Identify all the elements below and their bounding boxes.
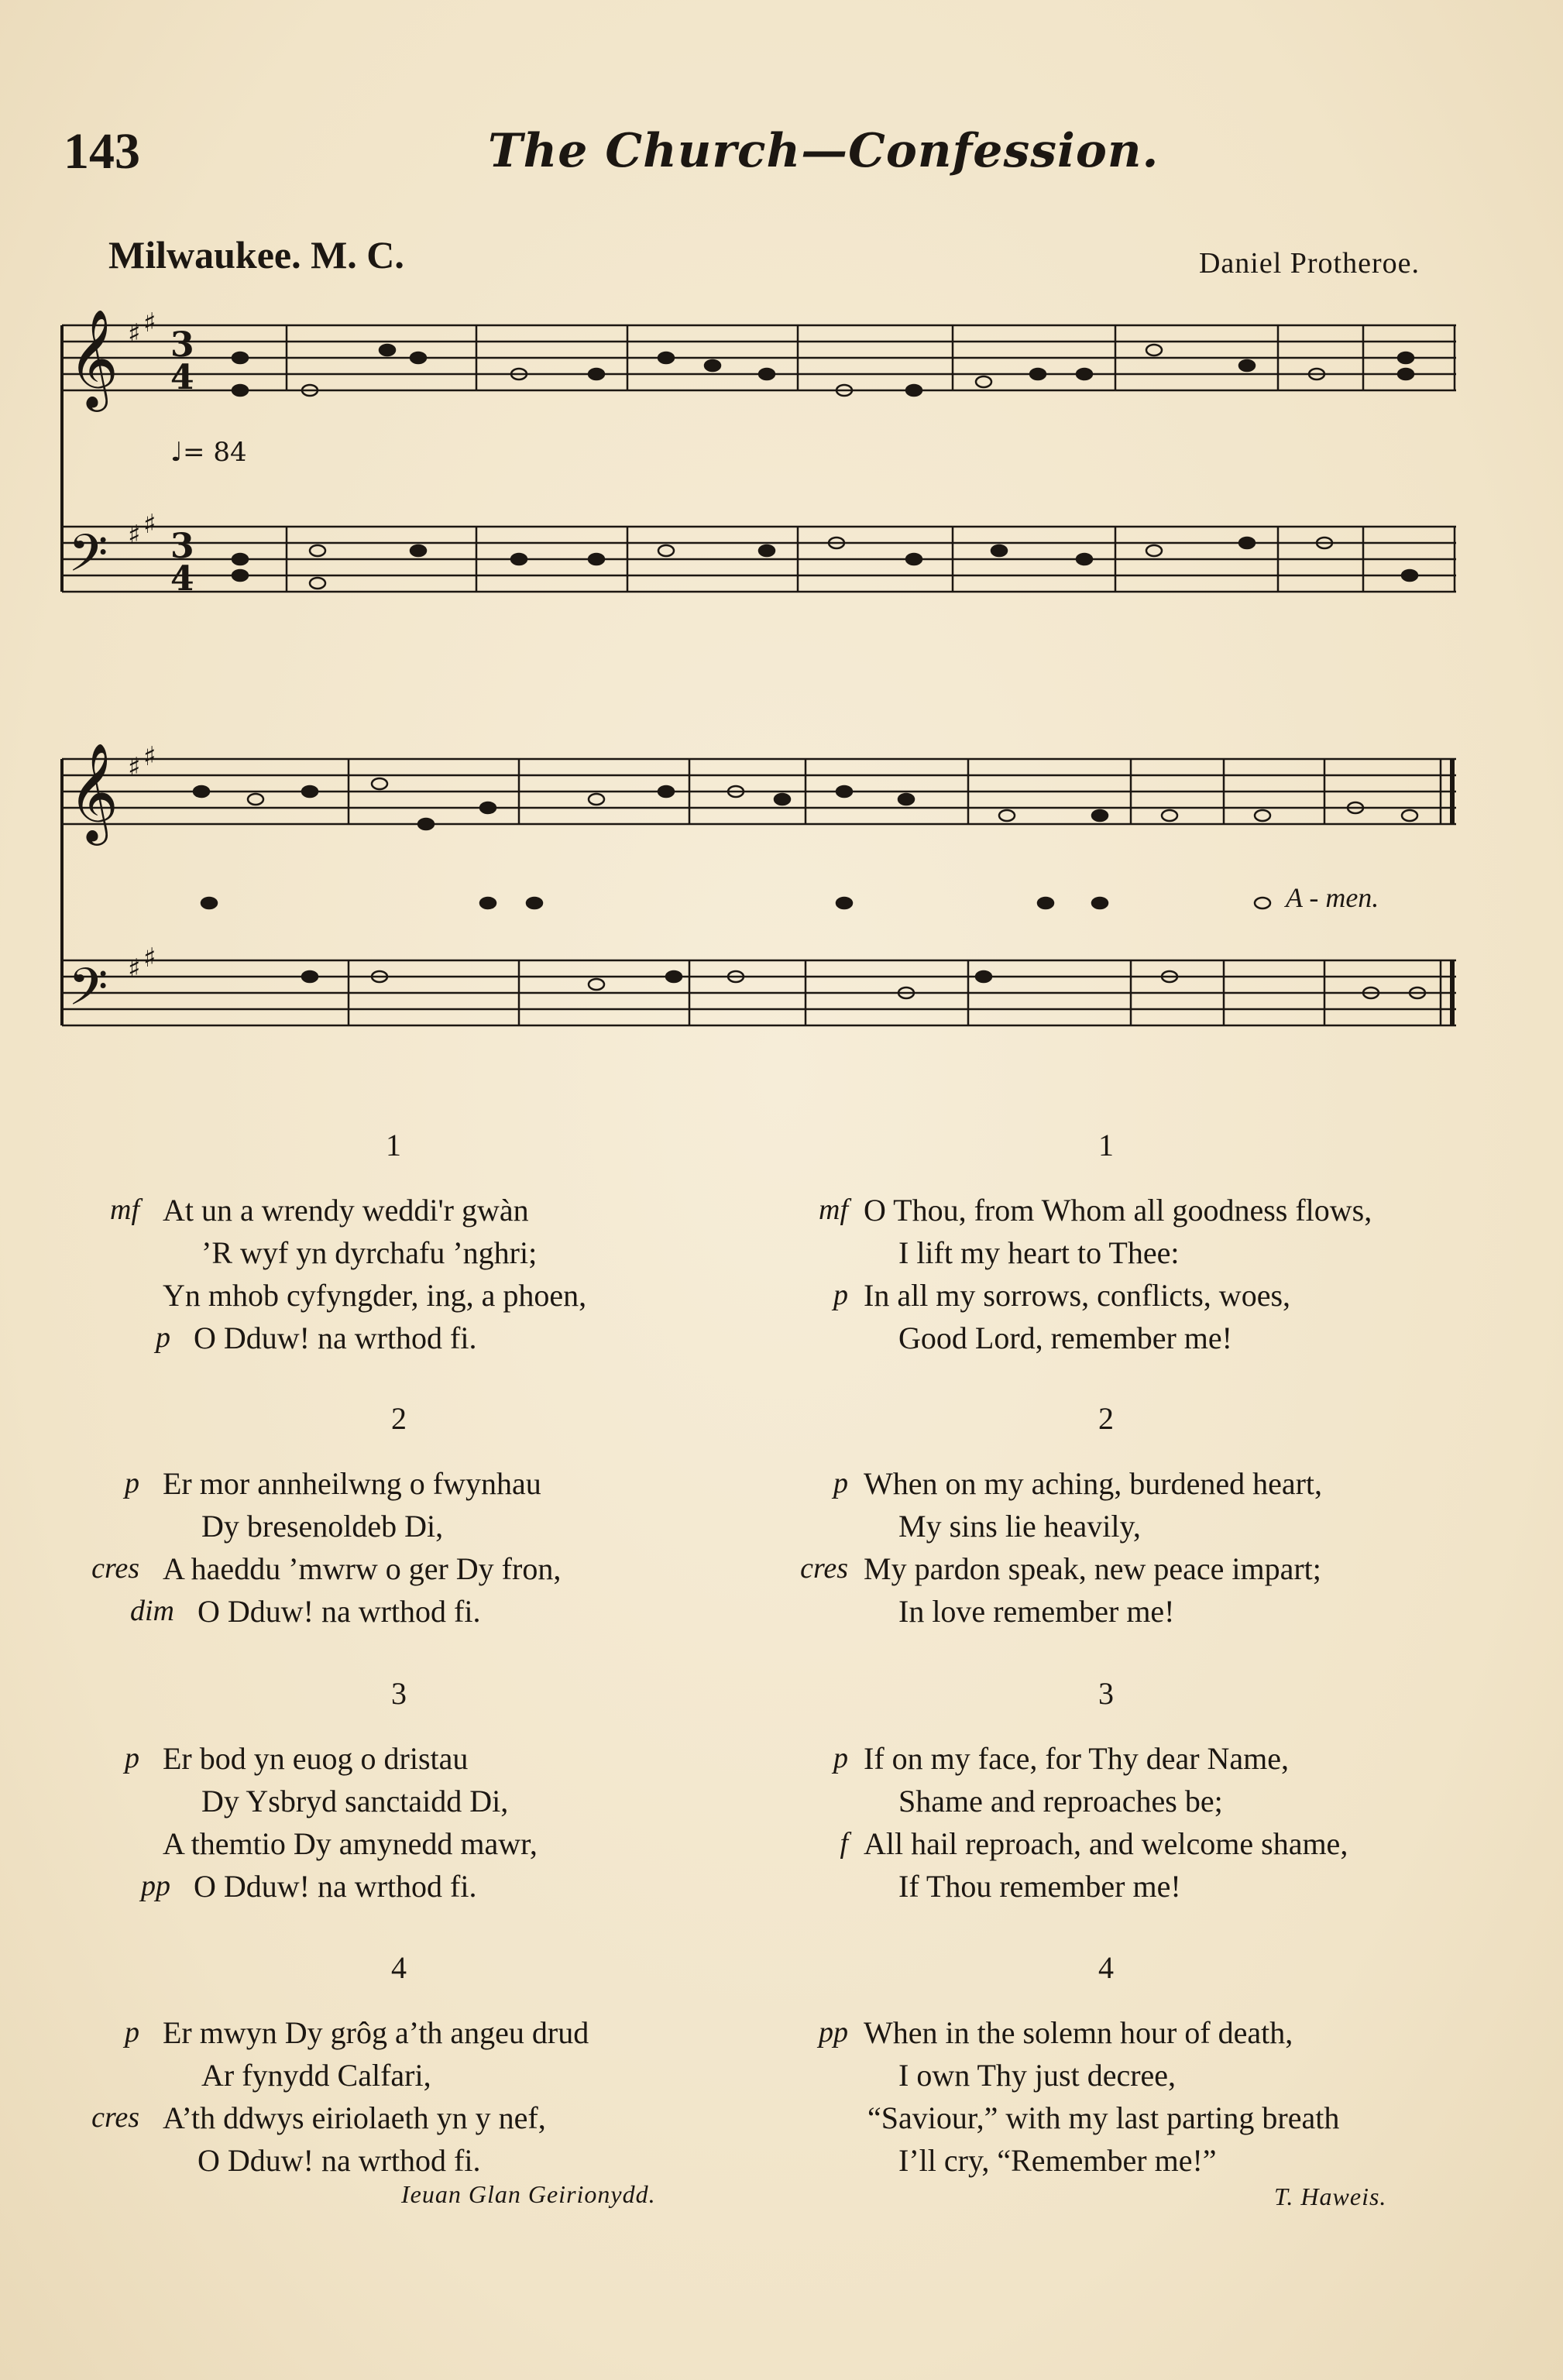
english-verse-3-number: 3 — [1098, 1676, 1114, 1711]
verse-line: All hail reproach, and welcome shame, — [864, 1826, 1348, 1861]
verse-line: I’ll cry, “Remember me!” — [898, 2143, 1217, 2178]
welsh-verse-4 — [91, 2011, 589, 2182]
verse-line: If on my face, for Thy dear Name, — [864, 1741, 1290, 1776]
dynamic-mark: mf — [110, 1193, 139, 1226]
verse-line: O Dduw! na wrthod fi. — [194, 1869, 477, 1904]
dynamic-mark: p — [833, 1742, 848, 1774]
english-verse-4 — [819, 2011, 1340, 2182]
verse-line: Er mwyn Dy grôg a’th angeu drud — [163, 2015, 589, 2050]
score-engraving-2 — [54, 728, 1460, 1092]
english-author: T. Haweis. — [1274, 2183, 1387, 2210]
dynamic-mark: p — [833, 1279, 848, 1311]
amen-lyric: A - men. — [1286, 882, 1379, 913]
dynamic-mark: cres — [91, 1552, 139, 1585]
english-verse-2-number: 2 — [1098, 1401, 1114, 1436]
svg-text:4: 4 — [170, 358, 194, 397]
verse-line: O Thou, from Whom all goodness flows, — [864, 1193, 1372, 1228]
svg-text:4: 4 — [170, 559, 194, 599]
verse-line: My pardon speak, new peace impart; — [864, 1551, 1321, 1586]
music-system-2 — [54, 728, 1460, 1092]
welsh-author: Ieuan Glan Geirionydd. — [401, 2180, 656, 2208]
verse-line: Good Lord, remember me! — [898, 1321, 1232, 1355]
english-verse-1-number: 1 — [1098, 1128, 1114, 1163]
svg-text:𝄞: 𝄞 — [68, 742, 119, 841]
welsh-verse-3 — [125, 1737, 538, 1908]
verse-line: In love remember me! — [898, 1594, 1175, 1629]
verse-line: Yn mhob cyfyngder, ing, a phoen, — [163, 1278, 587, 1313]
verse-line: A’th ddwys eiriolaeth yn y nef, — [163, 2100, 546, 2135]
verse-line: O Dduw! na wrthod fi. — [198, 2143, 481, 2178]
welsh-verse-2 — [91, 1462, 562, 1633]
welsh-verse-2-number: 2 — [391, 1401, 407, 1436]
hymn-number: 143 — [64, 123, 140, 180]
english-verse-3 — [833, 1737, 1348, 1908]
verse-line: O Dduw! na wrthod fi. — [194, 1321, 477, 1355]
running-head: The Church—Confession. — [488, 124, 1159, 178]
english-verse-1 — [819, 1189, 1372, 1359]
svg-text:𝄢: 𝄢 — [68, 524, 108, 596]
dynamic-mark: p — [125, 2016, 139, 2049]
svg-text:♯: ♯ — [128, 953, 141, 984]
verse-line: O Dduw! na wrthod fi. — [198, 1594, 481, 1629]
verse-line: I own Thy just decree, — [898, 2058, 1177, 2093]
dynamic-mark: cres — [800, 1552, 848, 1585]
svg-text:♯: ♯ — [128, 520, 141, 551]
english-verse-2 — [800, 1462, 1323, 1633]
dynamic-mark: pp — [819, 2016, 848, 2049]
svg-text:♯: ♯ — [128, 318, 141, 349]
verse-line: When in the solemn hour of death, — [864, 2015, 1293, 2050]
tune-name: Milwaukee. M. C. — [108, 233, 404, 276]
svg-text:♯: ♯ — [143, 741, 156, 772]
svg-text:♩= 84: ♩= 84 — [170, 437, 247, 468]
svg-text:3: 3 — [170, 325, 194, 365]
dynamic-mark: p — [125, 1467, 139, 1499]
verse-line: “Saviour,” with my last parting breath — [867, 2100, 1340, 2135]
dynamic-mark: p — [833, 1467, 848, 1499]
dynamic-mark: p — [156, 1321, 170, 1354]
svg-text:♯: ♯ — [143, 307, 156, 338]
composer: Daniel Protheroe. — [1198, 247, 1420, 280]
dynamic-mark: cres — [91, 2101, 139, 2134]
verse-line: When on my aching, burdened heart, — [864, 1466, 1323, 1501]
dynamic-mark: p — [125, 1742, 139, 1774]
verse-line: At un a wrendy weddi'r gwàn — [163, 1193, 529, 1228]
verse-line: My sins lie heavily, — [898, 1509, 1141, 1544]
music-system-1 — [54, 294, 1460, 651]
verse-line: I lift my heart to Thee: — [898, 1235, 1180, 1270]
svg-text:𝄢: 𝄢 — [68, 957, 108, 1029]
english-verse-4-number: 4 — [1098, 1950, 1114, 1985]
welsh-verse-4-number: 4 — [391, 1950, 407, 1985]
dynamic-mark: f — [840, 1827, 848, 1860]
verse-line: In all my sorrows, conflicts, woes, — [864, 1278, 1291, 1313]
verse-line: Ar fynydd Calfari, — [201, 2058, 431, 2093]
dynamic-mark: mf — [819, 1193, 848, 1226]
svg-text:3: 3 — [170, 527, 194, 566]
welsh-verse-3-number: 3 — [391, 1676, 407, 1711]
verse-line: Shame and reproaches be; — [898, 1784, 1223, 1818]
verse-line: A themtio Dy amynedd mawr, — [163, 1826, 538, 1861]
verse-line: A haeddu ’mwrw o ger Dy fron, — [163, 1551, 562, 1586]
verse-line: Er bod yn euog o dristau — [163, 1741, 469, 1776]
svg-text:♯: ♯ — [128, 752, 141, 783]
verse-line: ’R wyf yn dyrchafu ’nghri; — [201, 1235, 538, 1270]
svg-text:♯: ♯ — [143, 943, 156, 974]
welsh-verse-1-number: 1 — [386, 1128, 401, 1163]
verse-line: Er mor annheilwng o fwynhau — [163, 1466, 541, 1501]
score-engraving-1 — [54, 294, 1460, 651]
verse-line: If Thou remember me! — [898, 1869, 1181, 1904]
verse-line: Dy Ysbryd sanctaidd Di, — [201, 1784, 509, 1818]
welsh-verse-1 — [110, 1189, 587, 1359]
dynamic-mark: pp — [141, 1870, 170, 1902]
dynamic-mark: dim — [130, 1595, 174, 1627]
svg-text:♯: ♯ — [143, 509, 156, 540]
verse-line: Dy bresenoldeb Di, — [201, 1509, 444, 1544]
svg-text:𝄞: 𝄞 — [68, 308, 119, 407]
